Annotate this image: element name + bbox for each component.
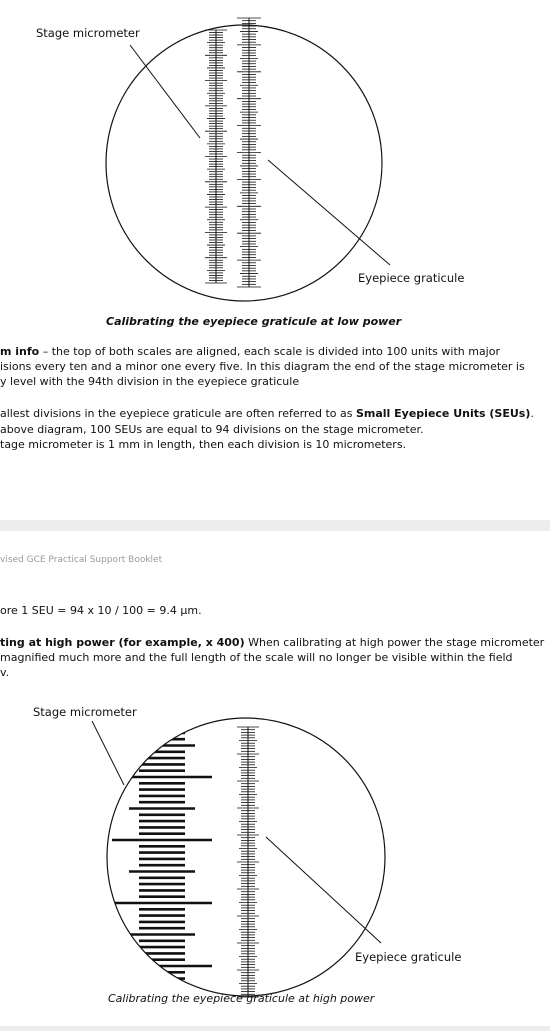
- info-bold: m info: [0, 345, 40, 358]
- eyepiece-graticule-label: Eyepiece graticule: [355, 950, 462, 964]
- high-power-bold: ting at high power (for example, x 400): [0, 636, 245, 649]
- eyepiece-pointer-line: [266, 837, 381, 943]
- seu-bold: Small Eyepiece Units (SEUs): [355, 407, 531, 420]
- document-page-2: [0, 531, 550, 1026]
- seu-post: .: [530, 407, 534, 420]
- stage-micrometer-label: Stage micrometer: [33, 705, 137, 719]
- stage-micrometer-label: Stage micrometer: [36, 26, 140, 40]
- page-header: vised GCE Practical Support Booklet: [0, 555, 163, 565]
- stage-micrometer-scale: [205, 30, 227, 283]
- figure-caption: Calibrating the eyepiece graticule at low power: [106, 315, 402, 328]
- seu-line-1: [0, 406, 534, 421]
- high-power-rest: When calibrating at high power the stage micrometer: [244, 636, 545, 649]
- high-power-line-1: [0, 635, 544, 650]
- low-power-diagram: [0, 0, 550, 310]
- figure-caption: Calibrating the eyepiece graticule at high power: [108, 992, 375, 1005]
- info-line-3: y level with the 94th division in the eyepiece graticule: [0, 375, 300, 388]
- high-power-diagram: [0, 681, 550, 1031]
- seu-line-2: above diagram, 100 SEUs are equal to 94 divisions on the stage micrometer.: [0, 423, 424, 436]
- eyepiece-graticule-scale: [237, 18, 261, 287]
- eyepiece-graticule-label: Eyepiece graticule: [358, 271, 465, 285]
- info-line-2: isions every ten and a minor one every five. In this diagram the end of the stage micrometer is: [0, 360, 525, 373]
- high-power-line-3: v.: [0, 666, 10, 679]
- high-power-line-2: magnified much more and the full length of the scale will no longer be visible within the field: [0, 651, 513, 664]
- seu-line-3: tage micrometer is 1 mm in length, then each division is 10 micrometers.: [0, 438, 407, 451]
- eyepiece-pointer-line: [268, 160, 390, 265]
- info-rest: – the top of both scales are aligned, each scale is divided into 100 units with major: [39, 345, 500, 358]
- stage-pointer-line: [92, 721, 124, 785]
- calculation-line: ore 1 SEU = 94 x 10 / 100 = 9.4 µm.: [0, 604, 202, 617]
- info-line-1: [0, 344, 500, 359]
- eyepiece-graticule-scale: [237, 727, 259, 997]
- stage-pointer-line: [130, 45, 200, 138]
- stage-micrometer-scale: [112, 681, 212, 1029]
- seu-pre: allest divisions in the eyepiece graticule are often referred to as: [0, 407, 356, 420]
